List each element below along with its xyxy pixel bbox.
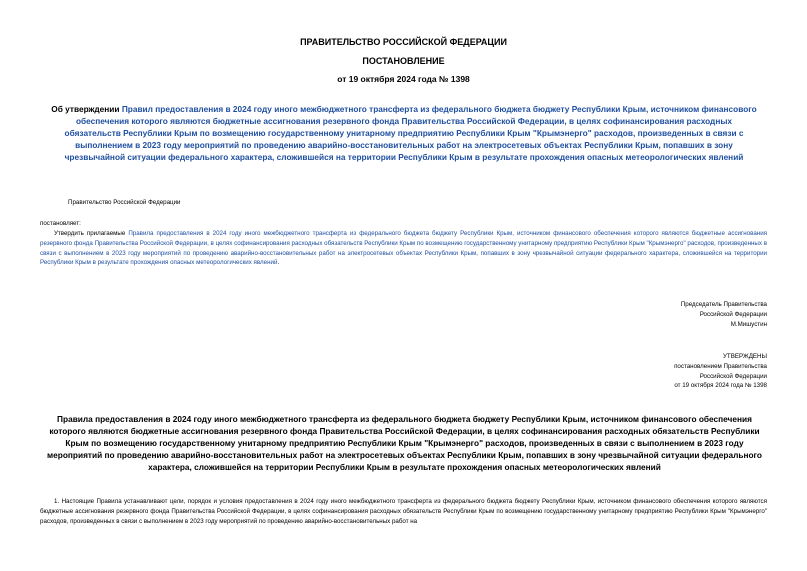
title-prefix: Об утверждении bbox=[51, 104, 122, 114]
paragraph-approve-suffix: . bbox=[277, 259, 280, 267]
decrees-line: постановляет: bbox=[40, 220, 81, 227]
rules-paragraph-1: 1. Настоящие Правила устанавливают цели, порядок и условия предоставления в 2024 году иного межбюджетного трансферта из федерального бюджета бюджету Республики Крым, источником финансового обеспечения которого являются бюджетные ассигнования резервного фонда Правительства Российской Федерации, в целях софинансирования расходных обязательств Республики Крым по возмещению государственному унитарному предприятию Республики Крым "Крымэнерго" расходов, произведенных в связи с выполнением в 2023 году мероприятий по проведению аварийно-восстановительных работ на bbox=[40, 498, 767, 525]
approved-heading: УТВЕРЖДЕНЫ bbox=[723, 353, 767, 360]
document-date-number: от 19 октября 2024 года № 1398 bbox=[337, 74, 470, 84]
rules-title: Правила предоставления в 2024 году иного межбюджетного трансферта из федерального бюджета бюджету Республики Крым, источником финансового обеспечения которого являются бюджетные ассигнования резервного фонда Правительства Российской Федерации, в целях софинансирования расходных обязательств Республики Крым по возмещению государственному унитарному предприятию Республики Крым "Крымэнерго" расходов, произведенных в связи с выполнением в 2023 году мероприятий по проведению аварийно-восстановительных работ на электросетевых объектах Республики Крым, попавших в зону чрезвычайной ситуации федерального характера, сложившейся на территории Республики Крым в результате прохождения опасных метеорологических явлений bbox=[47, 414, 762, 472]
government-line: Правительство Российской Федерации bbox=[68, 199, 181, 206]
signature-block bbox=[681, 300, 767, 329]
approved-organization: Российской Федерации bbox=[699, 372, 767, 380]
signer-position: Председатель Правительства bbox=[680, 301, 767, 308]
signer-name: М.Мишустин bbox=[730, 320, 767, 328]
government-header: ПРАВИТЕЛЬСТВО РОССИЙСКОЙ ФЕДЕРАЦИИ bbox=[300, 37, 507, 47]
paragraph-approve-link[interactable]: Правила предоставления в 2024 году иного межбюджетного трансферта из федерального бюджета бюджету Республики Крым, источником финансового обеспечения которого являются бюджетные ассигнования резервного фонда Правительства Российской Федерации, в целях софинансирования расходных обязательств Республики Крым по возмещению государственному унитарному предприятию Республики Крым "Крымэнерго" расходов, произведенных в связи с выполнением в 2023 году мероприятий по проведению аварийно-восстановительных работ на электросетевых объектах Республики Крым, попавших в зону чрезвычайной ситуации федерального характера, сложившейся на территории Республики Крым в результате прохождения опасных метеорологических явлений bbox=[40, 230, 768, 267]
document-type: ПОСТАНОВЛЕНИЕ bbox=[362, 56, 445, 66]
approved-by: постановлением Правительства bbox=[674, 362, 767, 370]
signer-organization: Российской Федерации bbox=[699, 310, 767, 318]
paragraph-approve-prefix: Утвердить прилагаемые bbox=[54, 230, 129, 237]
approved-date-number: от 19 октября 2024 года № 1398 bbox=[674, 382, 767, 390]
approval-stamp bbox=[674, 352, 767, 391]
document-title bbox=[50, 103, 758, 163]
title-rules-link[interactable]: Правил предоставления в 2024 году иного межбюджетного трансферта из федерального бюджета бюджету Республики Крым, источником финансового обеспечения которого являются бюджетные ассигнования резервного фонда Правительства Российской Федерации, в целях софинансирования расходных обязательств Республики Крым по возмещению государственному унитарному предприятию Республики Крым "Крымэнерго" расходов, произведенных в связи с выполнением в 2023 году мероприятий по проведению аварийно-восстановительных работ на электросетевых объектах Республики Крым, попавших в зону чрезвычайной ситуации федерального характера, сложившейся на территории Республики Крым в результате прохождения опасных метеорологических явлений bbox=[64, 104, 757, 162]
paragraph-approve bbox=[40, 229, 767, 268]
